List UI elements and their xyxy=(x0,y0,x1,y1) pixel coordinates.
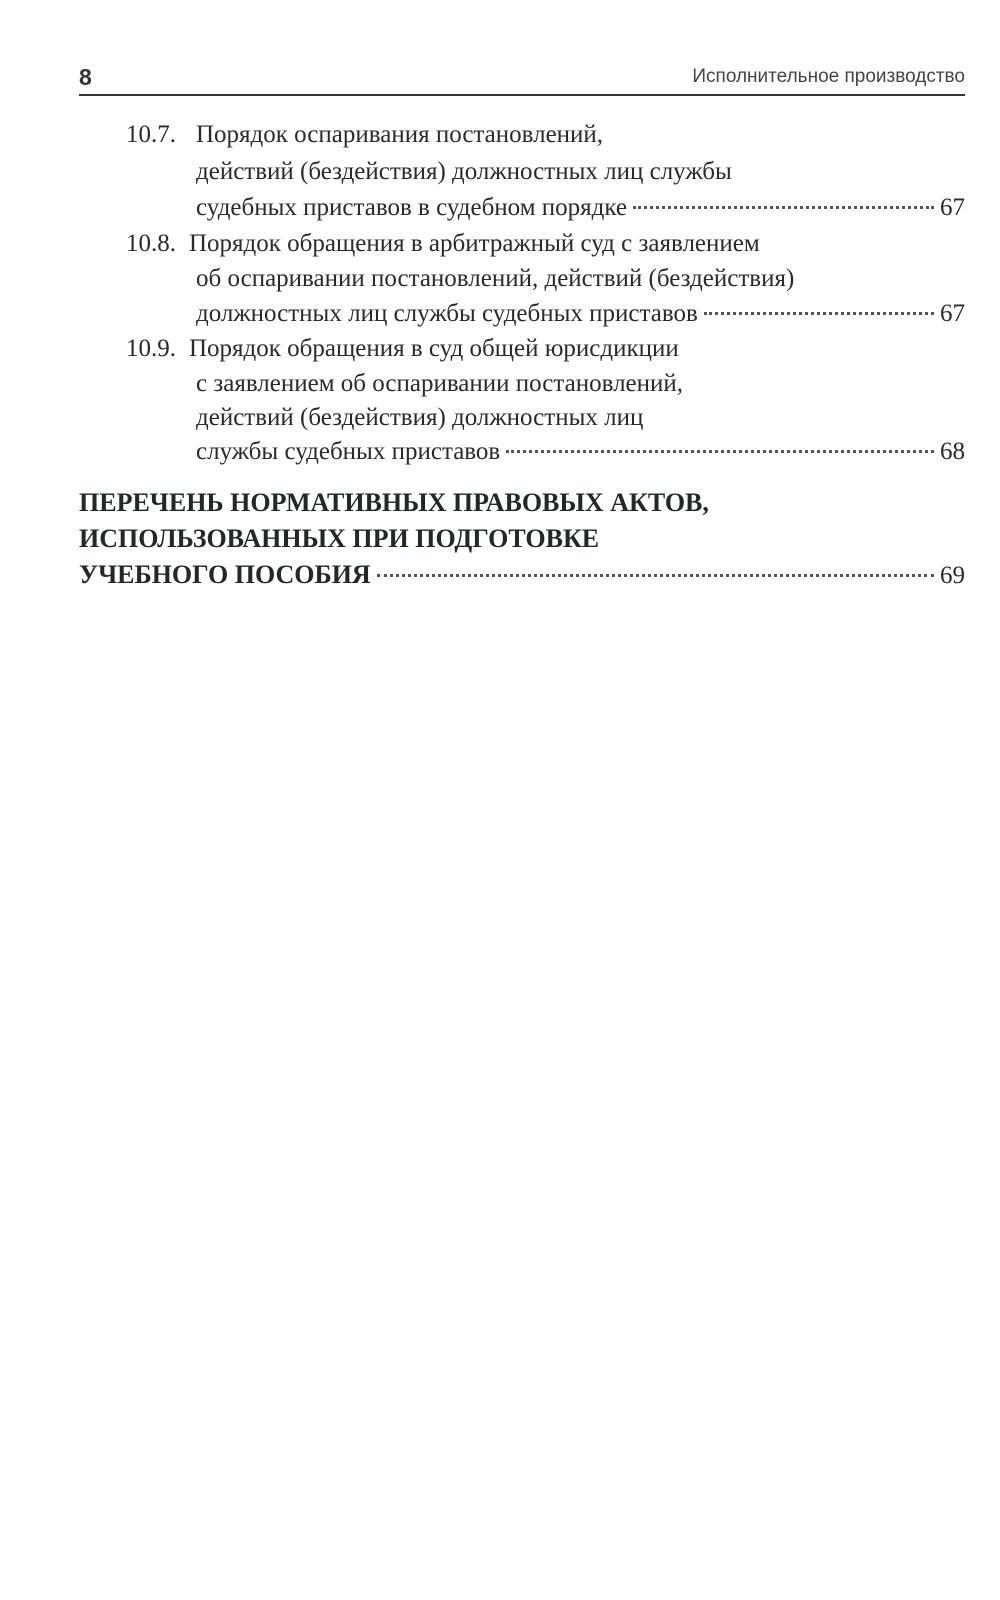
toc-entry-number: 10.8. xyxy=(126,230,176,257)
toc-entry-leader-line xyxy=(79,560,965,590)
toc-entry-title-line: ПЕРЕЧЕНЬ НОРМАТИВНЫХ ПРАВОВЫХ АКТОВ, xyxy=(79,488,709,517)
toc-entry-leader-line xyxy=(196,299,965,329)
toc-page-number: 68 xyxy=(940,438,965,465)
toc-page-number: 67 xyxy=(940,194,965,221)
dot-leader xyxy=(704,312,934,315)
toc-entry-title-line: судебных приставов в судебном порядке xyxy=(196,194,627,221)
toc-entry-title-line: службы судебных приставов xyxy=(196,438,501,465)
toc-page-number: 67 xyxy=(940,300,965,327)
toc-page-number: 69 xyxy=(940,562,965,589)
toc-entry-title-line: действий (бездействия) должностных лиц службы xyxy=(196,158,732,185)
toc-entry-title-line: Порядок обращения в арбитражный суд с заявлением xyxy=(189,230,760,257)
toc-entry-title-line: об оспаривании постановлений, действий (бездействия) xyxy=(196,265,795,292)
toc-entry-leader-line xyxy=(196,193,965,223)
dot-leader xyxy=(633,206,934,209)
toc-entry-title-line: должностных лиц службы судебных приставов xyxy=(196,300,698,327)
toc-entry-title-line: УЧЕБНОГО ПОСОБИЯ xyxy=(79,560,371,589)
toc-entry-leader-line xyxy=(196,437,965,467)
toc-entry-title-line: действий (бездействия) должностных лиц xyxy=(196,404,644,431)
toc-entry-title-line: Порядок обращения в суд общей юрисдикции xyxy=(189,335,679,362)
toc-entry-number: 10.7. xyxy=(126,121,176,148)
toc-entry-number: 10.9. xyxy=(126,335,176,362)
toc-entry-title-line: ИСПОЛЬЗОВАННЫХ ПРИ ПОДГОТОВКЕ xyxy=(79,524,600,553)
running-header xyxy=(79,60,965,96)
dot-leader xyxy=(506,450,934,453)
page-number: 8 xyxy=(79,64,92,90)
book-title: Исполнительное производство xyxy=(692,66,965,87)
dot-leader xyxy=(377,574,934,577)
toc-entry-title-line: с заявлением об оспаривании постановлений, xyxy=(196,370,684,397)
toc-entry-title-line: Порядок оспаривания постановлений, xyxy=(196,121,604,148)
